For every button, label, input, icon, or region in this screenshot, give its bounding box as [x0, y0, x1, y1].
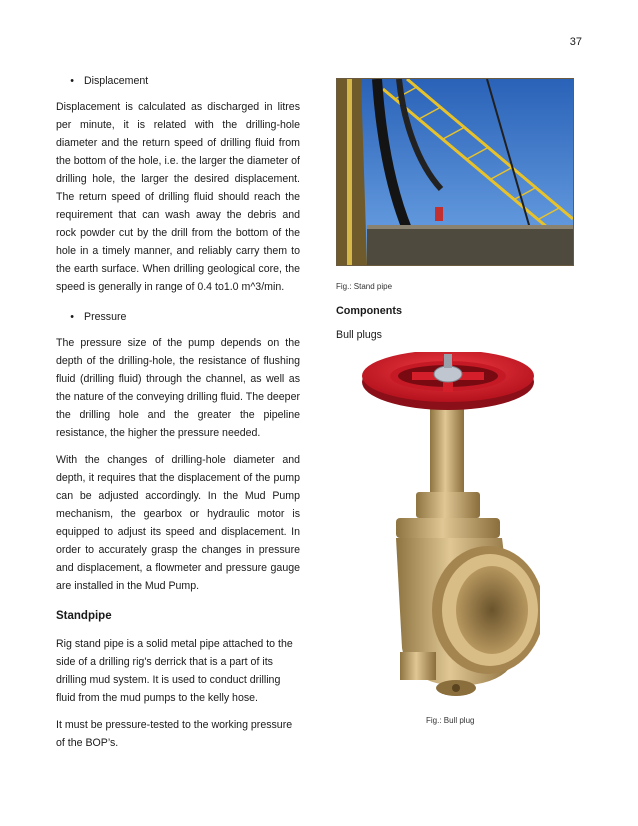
- bullet-pressure: [56, 308, 300, 326]
- displacement-paragraph: Displacement is calculated as discharged in litres per minute, it is related with the drilling-hole diameter and the return speed of drilling fluid from the bottom of the hole, i.e. the larger the diameter of drilling hole, the larger the desired displacement. The return speed of drilling fluid should reach the requirement that can wash away the debris and rock powder cut by the drill from the bottom of the hole in a timely manner, and reliably carry them to the earth surface. When drilling geological core, the speed is generally in range of 0.4 to1.0 m^3/min.: [56, 101, 300, 293]
- bullet-symbol: •: [70, 311, 74, 323]
- page-number: 37: [569, 36, 582, 48]
- displacement-title: Displacement: [84, 75, 149, 87]
- pressure-paragraph-2: With the changes of drilling-hole diameter and depth, it requires that the displacement of the pump can be adjusted accordingly. In the Mud Pump mechanism, the gearbox or hydraulic motor is equipped to adjust its speed and displacement. In order to accurately grasp the changes in pressure and displacement, a flowmeter and pressure gauge are installed in the Mud Pump.: [56, 454, 300, 592]
- stand-pipe-photo: [336, 78, 574, 266]
- components-heading: Components: [336, 305, 402, 317]
- stand-pipe-caption: Fig.: Stand pipe: [336, 282, 393, 291]
- bull-plugs-label: Bull plugs: [336, 329, 382, 341]
- standpipe-paragraph-2: It must be pressure-tested to the working pressure of the BOP’s.: [56, 719, 293, 749]
- left-column: [56, 72, 300, 761]
- pressure-title: Pressure: [84, 311, 127, 323]
- right-column: [336, 72, 576, 341]
- bullet-symbol: •: [70, 75, 74, 87]
- pressure-paragraph-1: The pressure size of the pump depends on the depth of the drilling-hole, the resistance of flushing fluid (drilling fluid) through the channel, as well as the nature of the conveying drilling fluid. The deeper the drilling hole and the greater the pipeline resistance, the higher the pressure needed.: [56, 337, 300, 439]
- bullet-displacement: [56, 72, 300, 90]
- bull-plug-caption: Fig.: Bull plug: [426, 716, 475, 725]
- bull-plug-photo: [362, 352, 540, 706]
- standpipe-paragraph-1: Rig stand pipe is a solid metal pipe attached to the side of a drilling rig's derrick that is a part of its drilling mud system. It is used to conduct drilling fluid from the mud pumps to the kelly hose.: [56, 638, 293, 704]
- standpipe-heading: Standpipe: [56, 610, 112, 622]
